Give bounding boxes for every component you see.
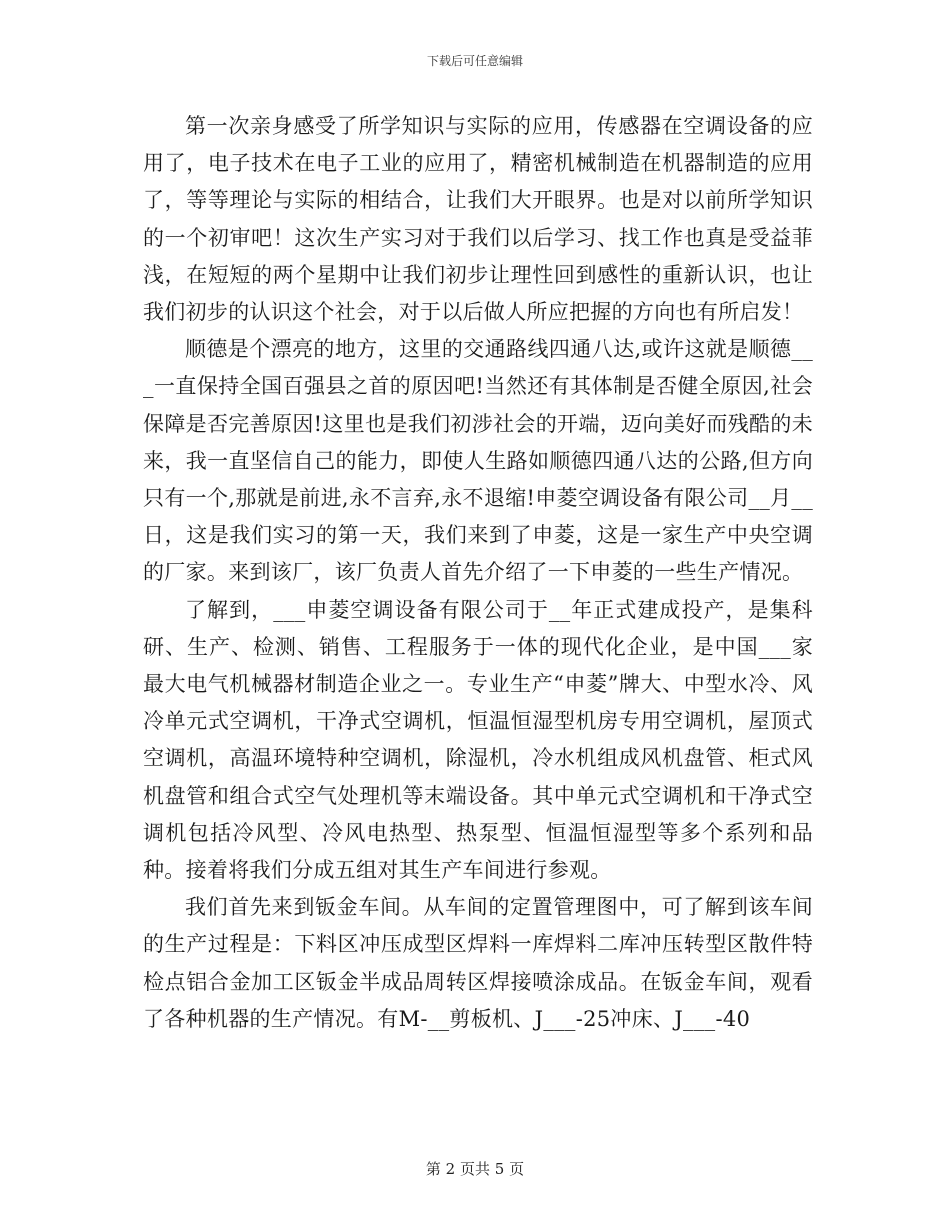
paragraph: 第一次亲身感受了所学知识与实际的应用，传感器在空调设备的应用了，电子技术在电子工业的应用了，精密机械制造在机器制造的应用了，等等理论与实际的相结合，让我们大开眼界。也是对以前所学知识的一个初审吧！这次生产实习对于我们以后学习、找工作也真是受益菲浅，在短短的两个星期中让我们初步让理性回到感性的重新认识，也让我们初步的认识这个社会，对于以后做人所应把握的方向也有所启发！ — [143, 114, 813, 325]
paragraph: 我们首先来到钣金车间。从车间的定置管理图中，可了解到该车间的生产过程是：下料区冲压成型区焊料一库焊料二库冲压转型区散件特检点铝合金加工区钣金半成品周转区焊接喷涂成品。在钣金车间，观看了各种机器的生产情况。有M-__剪板机、J___-25冲床、J___-40 — [143, 895, 813, 1031]
page-footer: 第 2 页共 5 页 — [425, 1160, 525, 1178]
document-body — [143, 108, 813, 1038]
paragraph: 了解到，___申菱空调设备有限公司于__年正式建成投产，是集科研、生产、检测、销售、工程服务于一体的现代化企业，是中国___家最大电气机械器材制造企业之一。专业生产“申菱”牌大、中型水冷、风冷单元式空调机，干净式空调机，恒温恒湿型机房专用空调机，屋顶式空调机，高温环境特种空调机，除湿机，冷水机组成风机盘管、柜式风机盘管和组合式空气处理机等末端设备。其中单元式空调机和干净式空调机包括冷风型、冷风电热型、热泵型、恒温恒湿型等多个系列和品种。接着将我们分成五组对其生产车间进行参观。 — [143, 597, 813, 883]
page-header: 下载后可任意编辑 — [426, 54, 523, 68]
paragraph: 顺德是个漂亮的地方，这里的交通路线四通八达,或许这就是顺德___一直保持全国百强县之首的原因吧!当然还有其体制是否健全原因,社会保障是否完善原因!这里也是我们初涉社会的开端，迈向美好而残酷的未来，我一直坚信自己的能力，即使人生路如顺德四通八达的公路,但方向只有一个,那就是前进,永不言弃,永不退缩!申菱空调设备有限公司__月__日，这是我们实习的第一天，我们来到了申菱，这是一家生产中央空调的厂家。来到该厂，该厂负责人首先介绍了一下申菱的一些生产情况。 — [143, 337, 813, 585]
